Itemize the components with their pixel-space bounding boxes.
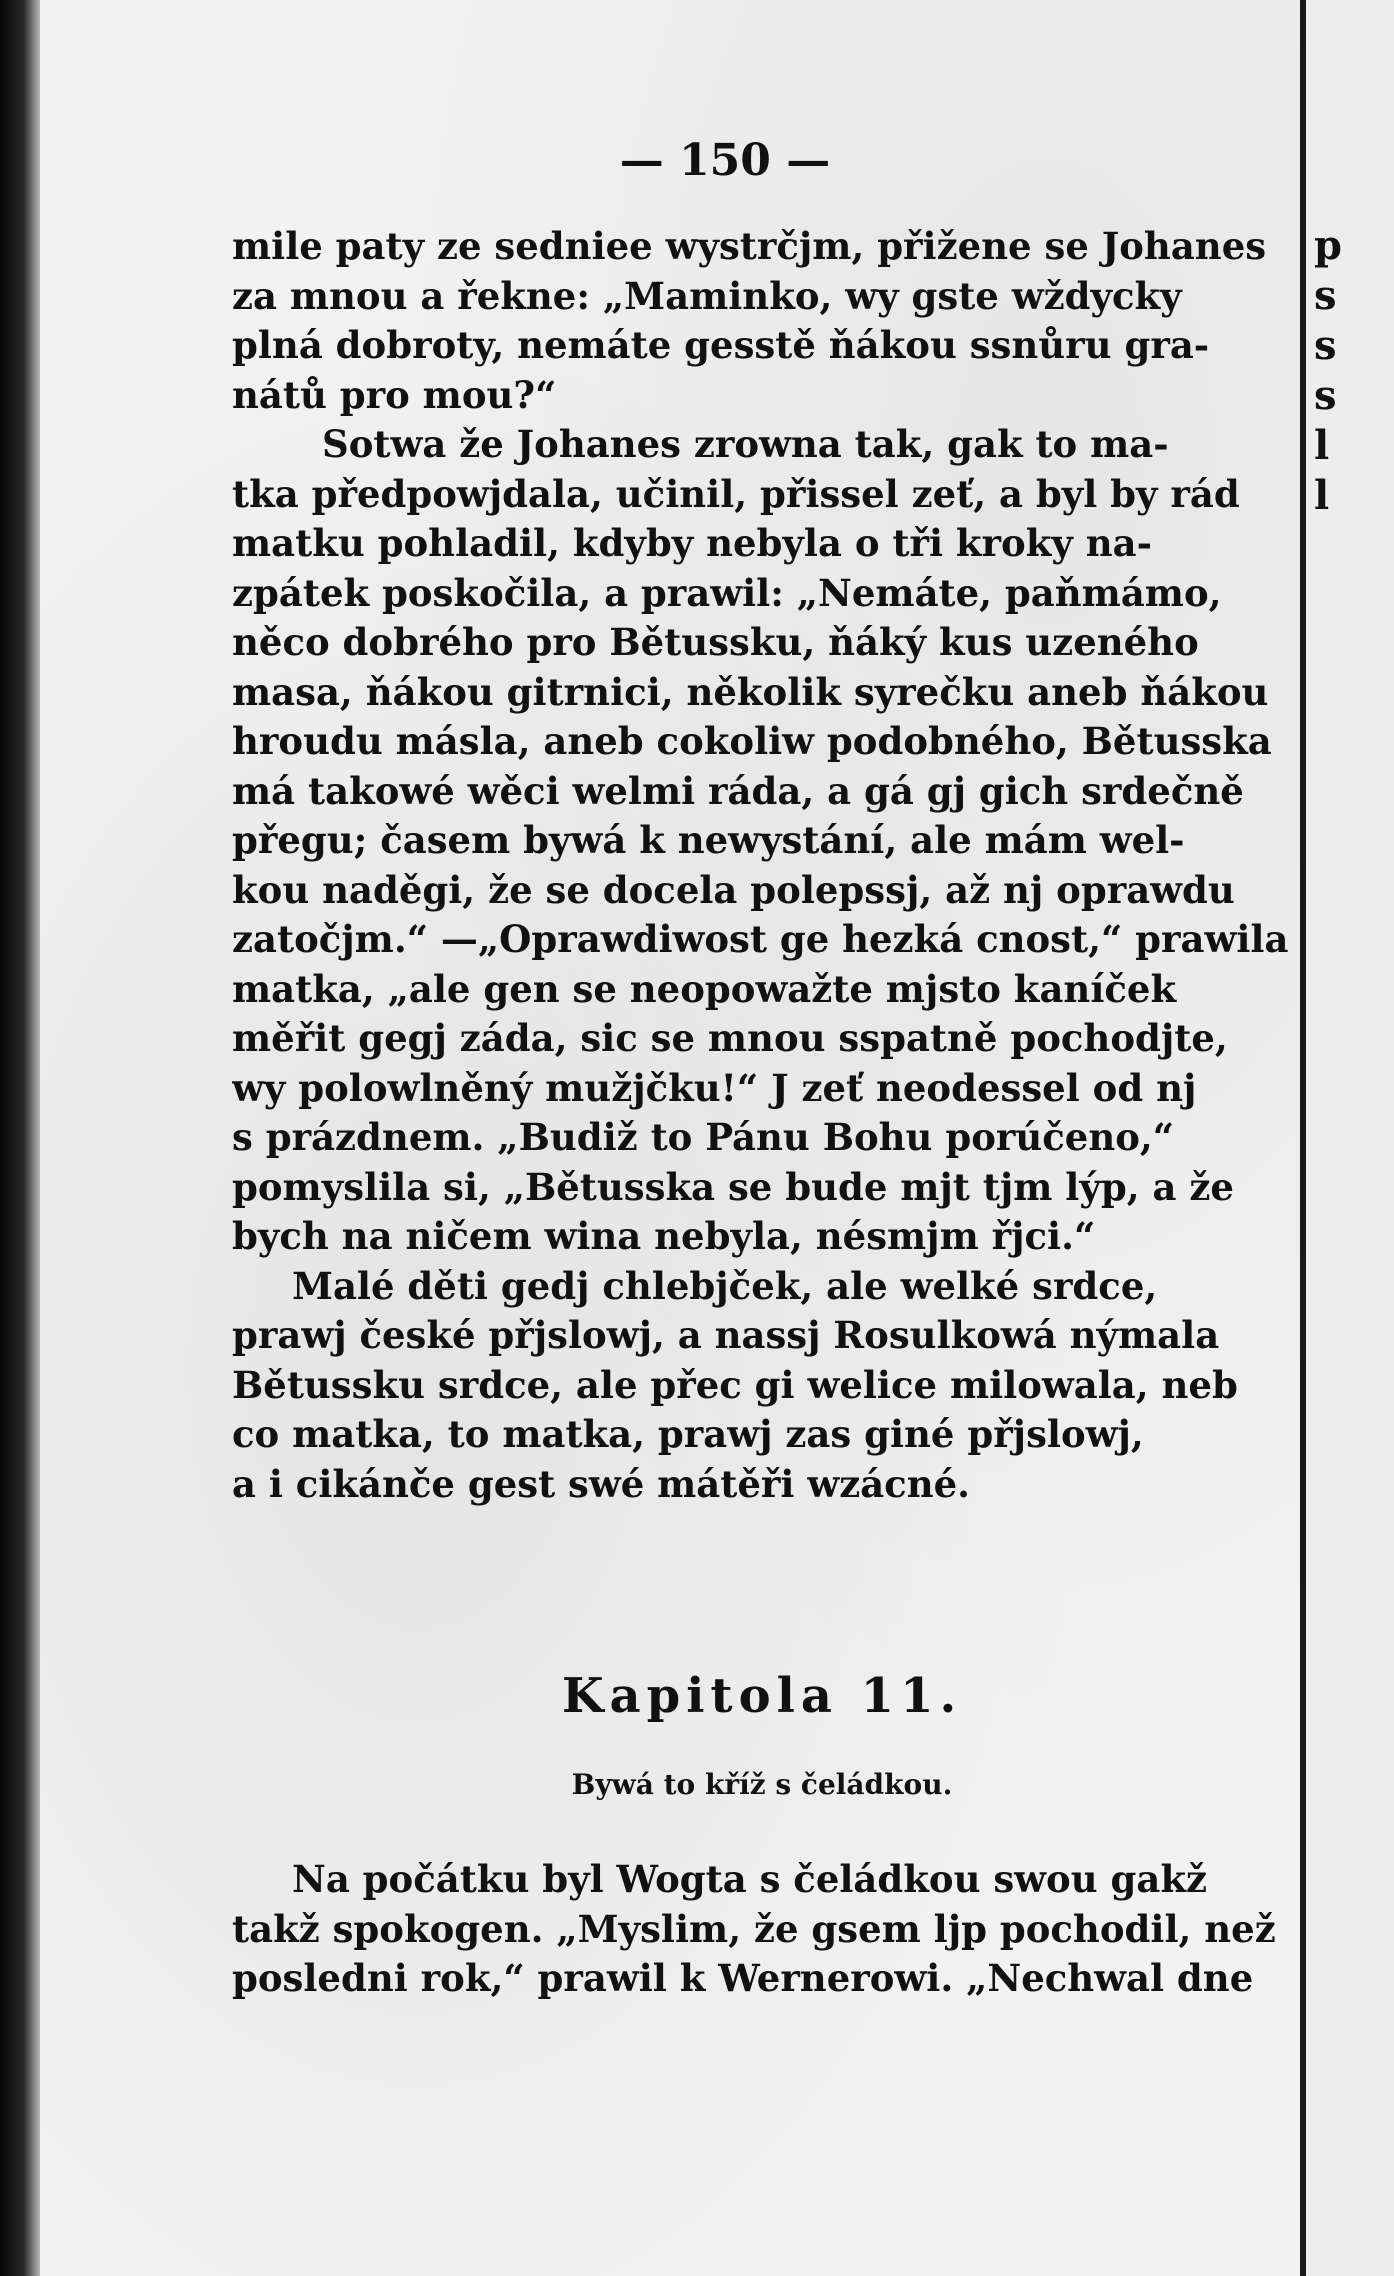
text-line: hroudu másla, aneb cokoliw podobného, Bětusska: [232, 719, 1272, 763]
text-line: měřit gegj záda, sic se mnou sspatně pochodjte,: [232, 1016, 1228, 1060]
text-line: matka, „ale gen se neopowažte mjsto kaníček: [232, 966, 1177, 1011]
page-number: — 150 —: [619, 135, 831, 186]
text-line: wy polowlněný mužjčku!“ J zeť neodessel od nj: [232, 1065, 1197, 1110]
text-line: plná dobroty, nemáte gesstě ňákou ssnůru gra-: [232, 323, 1210, 367]
text-line: za mnou a řekne: „Maminko, wy gste wždycky: [232, 273, 1182, 318]
text-line: tka předpowjdala, učinil, přissel zeť, a byl by rád: [232, 471, 1240, 516]
text-line: s prázdnem. „Budiž to Pánu Bohu porúčeno,“: [232, 1115, 1175, 1159]
text-line: zpátek poskočila, a prawil: „Nemáte, paňmámo,: [232, 570, 1222, 615]
next-page-fragment: p: [1314, 222, 1342, 269]
text-line: Na počátku byl Wogta s čeládkou swou gakž: [292, 1857, 1207, 1901]
text-line: zatočjm.“ —„Oprawdiwost ge hezká cnost,“ prawila: [232, 917, 1289, 961]
body-text: [232, 222, 1292, 1509]
text-line: posledni rok,“ prawil k Wernerowi. „Nechwal dne: [232, 1956, 1254, 2000]
next-page-fragment: l: [1314, 472, 1330, 519]
text-line: Malé děti gedj chlebjček, ale welké srdce,: [292, 1263, 1158, 1308]
book-page: [40, 0, 1300, 2276]
text-line: prawj české přjslowj, a nassj Rosulkowá nýmala: [232, 1313, 1220, 1357]
next-page-fragment: s: [1314, 272, 1337, 319]
text-line: takž spokogen. „Myslim, že gsem ljp pochodil, než: [232, 1906, 1276, 1951]
text-line: pomyslila si, „Bětusska se bude mjt tjm lýp, a že: [232, 1164, 1234, 1209]
scan-left-edge: [0, 0, 40, 2276]
text-line: kou naděgi, že se docela polepssj, až nj oprawdu: [232, 867, 1235, 912]
text-line: nátů pro mou?“: [232, 372, 557, 417]
text-line: má takowé wěci welmi ráda, a gá gj gich srdečně: [232, 768, 1244, 813]
text-line: bych na ničem wina nebyla, nésmjm řjci.“: [232, 1214, 1096, 1258]
text-line: matku pohladil, kdyby nebyla o tři kroky na-: [232, 521, 1152, 565]
text-line: Sotwa že Johanes zrowna tak, gak to ma-: [322, 422, 1169, 466]
next-page-fragment: l: [1314, 422, 1330, 469]
chapter-heading: Kapitola 11.: [561, 1668, 963, 1724]
next-page-fragment: s: [1314, 372, 1337, 419]
text-line: mile paty ze sedniee wystrčjm, přižene se Johanes: [232, 224, 1267, 268]
text-line: masa, ňákou gitrnici, několik syrečku aneb ňákou: [232, 669, 1269, 714]
next-page-edge: [1300, 0, 1394, 2276]
chapter-subtitle: Bywá to kříž s čeládkou.: [571, 1768, 953, 1801]
text-line: co matka, to matka, prawj zas giné přjslowj,: [232, 1412, 1144, 1456]
text-line: přegu; časem bywá k newystání, ale mám wel-: [232, 818, 1185, 862]
next-page-fragment: s: [1314, 322, 1337, 369]
text-line: Bětussku srdce, ale přec gi welice milowala, neb: [232, 1362, 1238, 1407]
text-line: něco dobrého pro Bětussku, ňáký kus uzeného: [232, 620, 1199, 664]
chapter-text: [232, 1855, 1292, 2004]
text-line: a i cikánče gest swé mátěři wzácné.: [232, 1461, 971, 1506]
